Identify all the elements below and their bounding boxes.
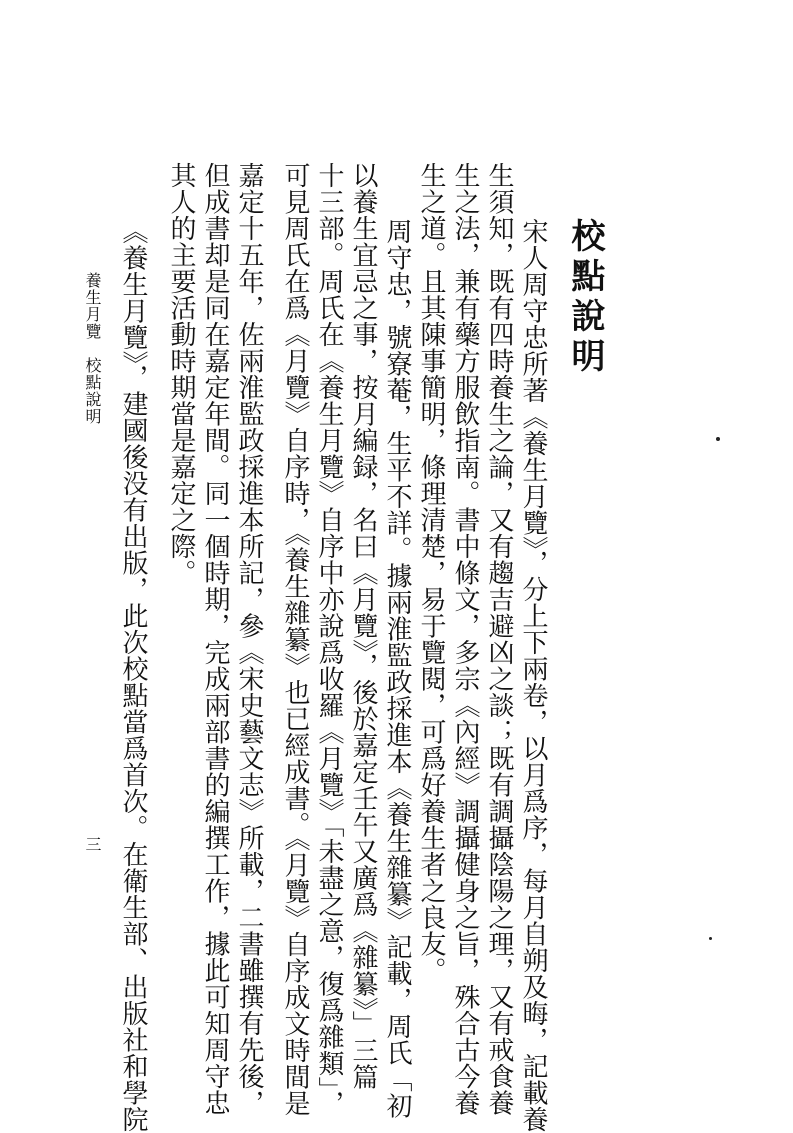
scan-speck — [716, 437, 720, 441]
body-column-1: 宋人周守忠所著《養生月覽》，分上下兩卷，以月爲序，每月自朔及晦，記載養 — [518, 218, 548, 1133]
scan-speck — [709, 937, 712, 940]
body-column-9: 嘉定十五年，佐兩淮監政採進本所記，參《宋史藝文志》所載，二書雖撰有先後， — [234, 162, 264, 1116]
page-title: 校點說明 — [565, 218, 605, 378]
body-column-7: 十三部。周氏在《養生月覽》自序中亦說爲收羅《月覽》「未盡之意，復爲雜類」， — [314, 162, 344, 1117]
body-column-12: 《養生月覽》，建國後没有出版，此次校點當爲首次。在衛生部、出版社和學院 — [118, 218, 148, 1133]
body-column-6: 以養生宜忌之事，按月編録，名曰《月覽》，後於嘉定壬午又廣爲《雜纂》」三篇 — [348, 162, 378, 1090]
body-column-3: 生之法，兼有藥方服飲指南。書中條文，多宗《內經》調攝健身之旨，殊合古今養 — [450, 162, 480, 1116]
running-head: 養生月覽 校點說明 — [83, 272, 102, 425]
body-column-11: 其人的主要活動時期當是嘉定之際。 — [166, 162, 196, 586]
body-column-5: 周守忠，號寮菴，生平不詳。據兩淮監政採進本《養生雜纂》記載，周氏「初 — [382, 218, 412, 1119]
body-column-8: 可見周氏在爲《月覽》自序時，《養生雜纂》也已經成書。《月覽》自序成文時間是 — [280, 162, 310, 1117]
body-column-10: 但成書却是同在嘉定年間。同一個時期，完成兩部書的編撰工作，據此可知周守忠 — [200, 162, 230, 1116]
page-number: 三 — [83, 836, 102, 852]
body-column-2: 生須知，既有四時養生之論，又有趨吉避凶之談；既有調攝陰陽之理，又有戒食養 — [484, 162, 514, 1116]
body-column-4: 生之道。且其陳事簡明，條理清楚，易于覽閱，可爲好養生者之良友。 — [416, 162, 446, 984]
